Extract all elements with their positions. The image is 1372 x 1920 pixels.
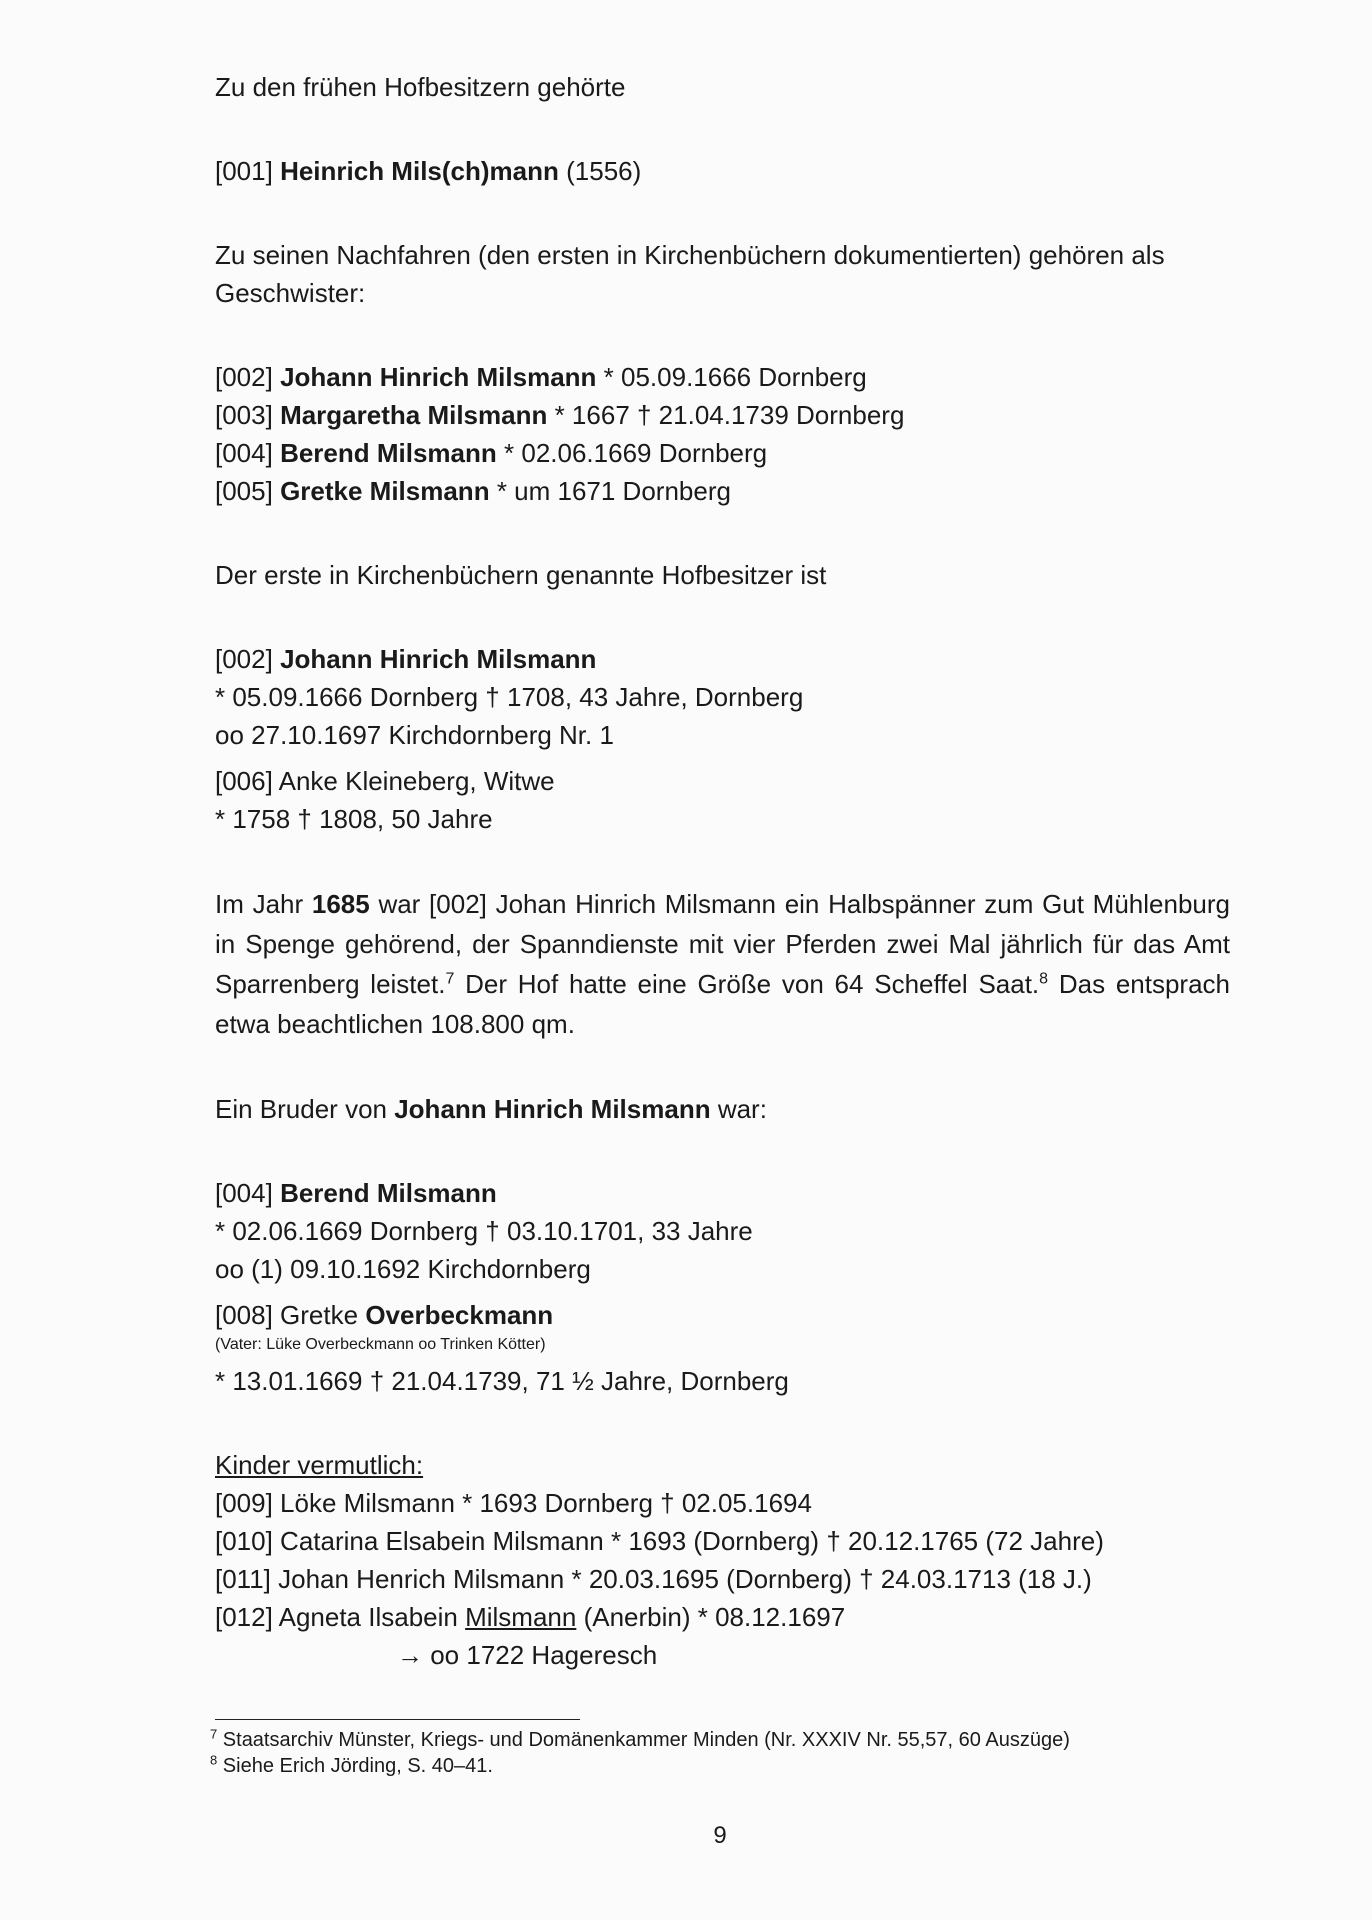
birth-death-line: * 05.09.1666 Dornberg † 1708, 43 Jahre, Dornberg bbox=[215, 682, 804, 712]
person-006-block bbox=[215, 762, 1230, 838]
child-entry: [011] Johan Henrich Milsmann * 20.03.1695 (Dornberg) † 24.03.1713 (18 J.) bbox=[215, 1564, 1092, 1594]
person-004-block bbox=[215, 1174, 1230, 1288]
person-id: [002] bbox=[215, 644, 273, 674]
footnote-ref[interactable]: 8 bbox=[1039, 970, 1049, 988]
footnote-number: 7 bbox=[210, 1726, 218, 1742]
history-paragraph bbox=[215, 884, 1230, 1044]
person-name: Milsmann bbox=[465, 1602, 577, 1632]
brother-intro bbox=[215, 1090, 1230, 1128]
footnote-text: Staatsarchiv Münster, Kriegs- und Domänenkammer Minden (Nr. XXXIV Nr. 55,57, 60 Auszüge) bbox=[217, 1729, 1070, 1751]
footnote-ref[interactable]: 7 bbox=[445, 970, 455, 988]
year-highlight: 1685 bbox=[311, 889, 370, 919]
person-name: Johann Hinrich Milsmann bbox=[394, 1094, 711, 1124]
person-info: * 05.09.1666 Dornberg bbox=[603, 362, 867, 392]
person-line: [006] Anke Kleineberg, Witwe bbox=[215, 766, 555, 796]
sibling-entry bbox=[215, 358, 1230, 396]
siblings-intro: Zu seinen Nachfahren (den ersten in Kirchenbüchern dokumentierten) gehören als Geschwister: bbox=[215, 240, 1165, 308]
person-id: [004] bbox=[215, 438, 273, 468]
footnote-number: 8 bbox=[210, 1752, 218, 1768]
person-info: * 1667 † 21.04.1739 Dornberg bbox=[554, 400, 905, 430]
first-owner-intro: Der erste in Kirchenbüchern genannte Hofbesitzer ist bbox=[215, 560, 827, 590]
children-list bbox=[215, 1484, 1230, 1674]
birth-death-line: * 02.06.1669 Dornberg † 03.10.1701, 33 Jahre bbox=[215, 1216, 753, 1246]
text-run: Im Jahr bbox=[215, 889, 312, 919]
person-id: [002] bbox=[215, 362, 273, 392]
footnote-divider bbox=[215, 1719, 580, 1720]
marriage-line: oo 27.10.1697 Kirchdornberg Nr. 1 bbox=[215, 720, 614, 750]
text-run: Der Hof hatte eine Größe von 64 Scheffel Saat. bbox=[454, 969, 1040, 999]
person-info: * 02.06.1669 Dornberg bbox=[504, 438, 768, 468]
person-name: Heinrich Mils(ch)mann bbox=[280, 156, 559, 186]
person-info: * um 1671 Dornberg bbox=[496, 476, 731, 506]
text-run: Das entsprach etwa beachtlichen 108.800 qm. bbox=[215, 969, 1231, 1039]
page-number: 9 bbox=[713, 1822, 727, 1849]
person-name: Berend Milsmann bbox=[280, 1178, 497, 1208]
text-run: [012] Agneta Ilsabein bbox=[215, 1602, 466, 1632]
text-run: (Anerbin) * 08.12.1697 bbox=[576, 1602, 846, 1632]
children-heading: Kinder vermutlich: bbox=[215, 1450, 424, 1480]
text-run: war [002] Johan Hinrich Milsmann ein Halbspänner zum Gut Mühlenburg in Spenge gehörend, der Spanndienste mit vier Pferden zwei Mal jährlich für das Amt Sparrenberg leistet. bbox=[215, 889, 1230, 999]
footnote-8 bbox=[210, 1753, 1250, 1779]
father-note: (Vater: Lüke Overbeckmann oo Trinken Kötter) bbox=[215, 1336, 546, 1353]
person-id: [008] Gretke bbox=[215, 1300, 359, 1330]
birth-death-line: * 13.01.1669 † 21.04.1739, 71 ½ Jahre, Dornberg bbox=[215, 1366, 789, 1396]
person-id: [005] bbox=[215, 476, 273, 506]
footnote-7 bbox=[210, 1727, 1250, 1753]
child-entry bbox=[215, 1598, 1230, 1636]
person-008-block bbox=[215, 1296, 1230, 1400]
footnote-text: Siehe Erich Jörding, S. 40–41. bbox=[217, 1755, 493, 1777]
intro-text: Zu den frühen Hofbesitzern gehörte bbox=[215, 72, 626, 102]
child-entry: [010] Catarina Elsabein Milsmann * 1693 (Dornberg) † 20.12.1765 (72 Jahre) bbox=[215, 1526, 1104, 1556]
birth-death-line: * 1758 † 1808, 50 Jahre bbox=[215, 804, 493, 834]
person-name: Johann Hinrich Milsmann bbox=[280, 362, 597, 392]
person-002-block bbox=[215, 640, 1230, 754]
person-id: [003] bbox=[215, 400, 273, 430]
text-run: Ein Bruder von bbox=[215, 1094, 395, 1124]
person-id: [004] bbox=[215, 1178, 273, 1208]
person-id: [001] bbox=[215, 156, 273, 186]
siblings-list bbox=[215, 358, 1230, 510]
sibling-entry bbox=[215, 434, 1230, 472]
page-body bbox=[215, 68, 1230, 1674]
person-name: Gretke Milsmann bbox=[280, 476, 490, 506]
person-name: Berend Milsmann bbox=[280, 438, 497, 468]
person-year: (1556) bbox=[566, 156, 642, 186]
child-marriage-line: → oo 1722 Hageresch bbox=[397, 1640, 658, 1670]
person-name: Johann Hinrich Milsmann bbox=[280, 644, 597, 674]
sibling-entry bbox=[215, 472, 1230, 510]
marriage-line: oo (1) 09.10.1692 Kirchdornberg bbox=[215, 1254, 591, 1284]
sibling-entry bbox=[215, 396, 1230, 434]
footnotes bbox=[210, 1727, 1250, 1779]
person-name: Margaretha Milsmann bbox=[280, 400, 548, 430]
child-entry: [009] Löke Milsmann * 1693 Dornberg † 02.05.1694 bbox=[215, 1488, 812, 1518]
text-run: war: bbox=[710, 1094, 767, 1124]
person-name: Overbeckmann bbox=[365, 1300, 554, 1330]
person-001 bbox=[215, 152, 1230, 190]
